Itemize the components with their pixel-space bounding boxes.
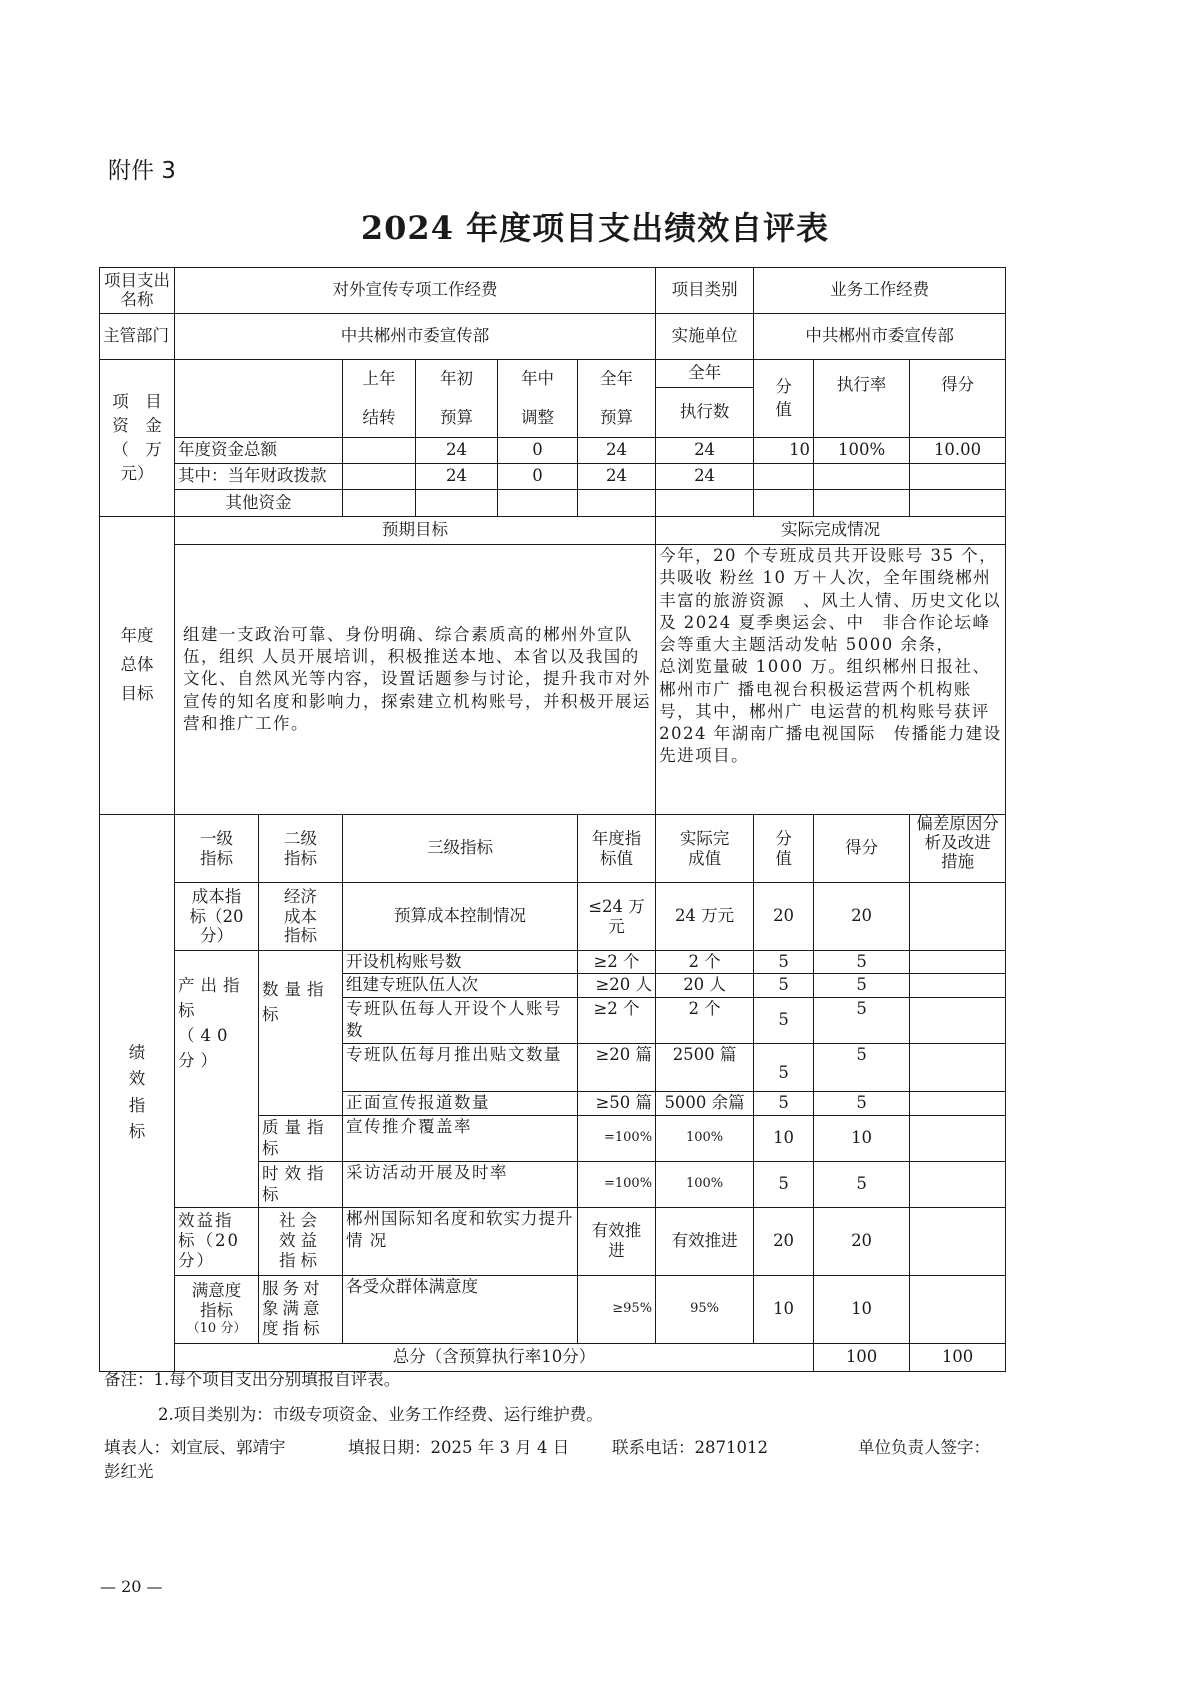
funds-cell bbox=[754, 464, 814, 490]
department-label: 主管部门 bbox=[100, 314, 175, 360]
funds-cell: 24 bbox=[416, 464, 498, 490]
quality-score-value: 10 bbox=[754, 1115, 814, 1161]
indicator-score: 5 bbox=[814, 1091, 910, 1115]
benefit-level2: 社会 效益 指标 bbox=[259, 1207, 343, 1275]
timeliness-score: 5 bbox=[814, 1161, 910, 1207]
page-number: — 20 — bbox=[100, 1577, 163, 1596]
indicator-target: ≥2 个 bbox=[578, 997, 656, 1043]
funds-cell: 24 bbox=[416, 438, 498, 464]
indicator-actual: 2 个 bbox=[656, 951, 754, 974]
implementing-unit-value: 中共郴州市委宣传部 bbox=[754, 314, 1006, 360]
header-initial-budget: 年初 预算 bbox=[416, 360, 498, 438]
timeliness-actual: 100% bbox=[656, 1161, 754, 1207]
indicator-row-benefit bbox=[100, 1207, 1006, 1275]
funds-cell bbox=[910, 490, 1006, 517]
indicator-target: ≥50 篇 bbox=[578, 1091, 656, 1115]
funds-row-label: 其他资金 bbox=[175, 490, 343, 517]
quality-deviation bbox=[910, 1115, 1006, 1161]
satisfaction-level2: 服务对 象满意 度指标 bbox=[259, 1275, 343, 1343]
funds-cell bbox=[343, 490, 416, 517]
funds-section-label: 项 目 资 金 （ 万 元） bbox=[100, 360, 175, 517]
project-name-label: 项目支出名称 bbox=[100, 268, 175, 314]
total-score-value: 100 bbox=[814, 1343, 910, 1371]
indicator-score-value: 5 bbox=[754, 1043, 814, 1091]
cost-level1: 成本指 标（20 分） bbox=[175, 883, 259, 951]
funds-cell bbox=[656, 490, 754, 517]
satisfaction-actual: 95% bbox=[656, 1275, 754, 1343]
header-carryover: 上年 结转 bbox=[343, 360, 416, 438]
funds-cell: 0 bbox=[498, 464, 578, 490]
header-score: 得分 bbox=[910, 360, 1006, 438]
header-level1: 一级 指标 bbox=[175, 815, 259, 883]
indicator-deviation bbox=[910, 1043, 1006, 1091]
indicator-score: 5 bbox=[814, 1043, 910, 1091]
project-name-value: 对外宣传专项工作经费 bbox=[175, 268, 656, 314]
indicator-deviation bbox=[910, 951, 1006, 974]
satisfaction-level1-sub: （10 分） bbox=[186, 1321, 247, 1337]
fill-date: 填报日期：2025 年 3 月 4 日 bbox=[348, 1438, 570, 1457]
funds-cell: 10.00 bbox=[910, 438, 1006, 464]
note-1: 备注：1.每个项目支出分别填报自评表。 bbox=[104, 1370, 401, 1389]
actual-completion-text: 今年，20 个专班成员共开设账号 35 个，共吸收 粉丝 10 万＋人次，全年围绕郴州丰富的旅游资源 、风土人情、历史文化以及 2024 夏季奥运会、中 非合作论坛峰会等重大主题活动发帖 5000 余条， 总浏览量破 1000 万。组织郴州日报社、郴州市广 播电视台积极运营两个机构账号，其中，郴州广 电运营的机构账号获评 2024 年湖南广播电视国际 传播能力建设先进项目。 bbox=[656, 545, 1006, 815]
funds-cell: 24 bbox=[578, 438, 656, 464]
self-evaluation-table bbox=[99, 267, 1006, 1372]
performance-section-label: 绩 效 指 标 bbox=[100, 815, 175, 1372]
funds-row bbox=[100, 464, 1006, 490]
header-perf-score: 得分 bbox=[814, 815, 910, 883]
header-midyear-adjustment: 年中 调整 bbox=[498, 360, 578, 438]
note-2: 2.项目类别为：市级专项资金、业务工作经费、运行维护费。 bbox=[158, 1405, 603, 1424]
funds-cell bbox=[416, 490, 498, 517]
satisfaction-target: ≥95% bbox=[578, 1275, 656, 1343]
satisfaction-level1 bbox=[175, 1275, 259, 1343]
funds-cell: 0 bbox=[498, 438, 578, 464]
funds-cell bbox=[814, 464, 910, 490]
indicator-score-value: 5 bbox=[754, 974, 814, 997]
quality-target: =100% bbox=[578, 1115, 656, 1161]
cost-target: ≤24 万 元 bbox=[578, 883, 656, 951]
total-label: 总分（含预算执行率10分） bbox=[175, 1343, 814, 1371]
header-perf-score-value: 分 值 bbox=[754, 815, 814, 883]
funds-cell: 24 bbox=[656, 438, 754, 464]
output-level1: 产出指 标（40 分） bbox=[175, 951, 259, 1208]
header-exec-top: 全年 bbox=[656, 360, 754, 388]
contact-phone: 联系电话：2871012 bbox=[612, 1438, 768, 1457]
funds-cell bbox=[910, 464, 1006, 490]
funds-cell bbox=[343, 438, 416, 464]
header-actual: 实际完 成值 bbox=[656, 815, 754, 883]
cost-score: 20 bbox=[814, 883, 910, 951]
goals-content-row bbox=[100, 545, 1006, 815]
quality-score: 10 bbox=[814, 1115, 910, 1161]
indicator-target: ≥2 个 bbox=[578, 951, 656, 974]
funds-cell: 24 bbox=[578, 464, 656, 490]
goals-header-row bbox=[100, 517, 1006, 545]
implementing-unit-label: 实施单位 bbox=[656, 314, 754, 360]
indicator-deviation bbox=[910, 1091, 1006, 1115]
header-level3: 三级指标 bbox=[343, 815, 578, 883]
signer-name: 彭红光 bbox=[104, 1462, 154, 1481]
satisfaction-deviation bbox=[910, 1275, 1006, 1343]
indicator-actual: 2 个 bbox=[656, 997, 754, 1043]
indicator-target: ≥20 篇 bbox=[578, 1043, 656, 1091]
department-row bbox=[100, 314, 1006, 360]
indicator-score-value: 5 bbox=[754, 1091, 814, 1115]
benefit-target: 有效推 进 bbox=[578, 1207, 656, 1275]
indicator-name: 开设机构账号数 bbox=[343, 951, 578, 974]
indicator-target: ≥20 人 bbox=[578, 974, 656, 997]
total-score: 100 bbox=[910, 1343, 1006, 1371]
performance-header-row bbox=[100, 815, 1006, 883]
satisfaction-score: 10 bbox=[814, 1275, 910, 1343]
cost-level2: 经济 成本 指标 bbox=[259, 883, 343, 951]
funds-row-label: 年度资金总额 bbox=[175, 438, 343, 464]
indicator-actual: 5000 余篇 bbox=[656, 1091, 754, 1115]
cost-deviation bbox=[910, 883, 1006, 951]
header-level2: 二级 指标 bbox=[259, 815, 343, 883]
indicator-row-cost bbox=[100, 883, 1006, 951]
funds-cell: 100% bbox=[814, 438, 910, 464]
timeliness-indicator: 采访活动开展及时率 bbox=[343, 1161, 578, 1207]
indicator-score: 5 bbox=[814, 951, 910, 974]
benefit-score-value: 20 bbox=[754, 1207, 814, 1275]
quality-actual: 100% bbox=[656, 1115, 754, 1161]
funds-header-row bbox=[100, 360, 1006, 388]
funds-row-label: 其中：当年财政拨款 bbox=[175, 464, 343, 490]
project-type-value: 业务工作经费 bbox=[754, 268, 1006, 314]
funds-row bbox=[100, 490, 1006, 517]
indicator-name: 专班队伍每月推出贴文数量 bbox=[343, 1043, 578, 1091]
benefit-deviation bbox=[910, 1207, 1006, 1275]
funds-cell: 24 bbox=[656, 464, 754, 490]
timeliness-score-value: 5 bbox=[754, 1161, 814, 1207]
indicator-name: 组建专班队伍人次 bbox=[343, 974, 578, 997]
benefit-level1: 效益指 标（20 分） bbox=[175, 1207, 259, 1275]
header-exec-bottom: 执行数 bbox=[656, 388, 754, 438]
cost-indicator: 预算成本控制情况 bbox=[343, 883, 578, 951]
expected-goal-header: 预期目标 bbox=[175, 517, 656, 545]
actual-completion-header: 实际完成情况 bbox=[656, 517, 1006, 545]
funds-cell bbox=[343, 464, 416, 490]
indicator-score: 5 bbox=[814, 997, 910, 1043]
indicator-name: 专班队伍每人开设个人账号数 bbox=[343, 997, 578, 1043]
project-type-label: 项目类别 bbox=[656, 268, 754, 314]
project-name-row bbox=[100, 268, 1006, 314]
header-score-value: 分 值 bbox=[754, 360, 814, 438]
indicator-deviation bbox=[910, 997, 1006, 1043]
quality-level2: 质量指 标 bbox=[259, 1115, 343, 1161]
benefit-indicator: 郴州国际知名度和软实力提升情 况 bbox=[343, 1207, 578, 1275]
indicator-score: 5 bbox=[814, 974, 910, 997]
indicator-score-value: 5 bbox=[754, 951, 814, 974]
indicator-name: 正面宣传报道数量 bbox=[343, 1091, 578, 1115]
funds-cell bbox=[578, 490, 656, 517]
timeliness-target: =100% bbox=[578, 1161, 656, 1207]
funds-cell bbox=[498, 490, 578, 517]
indicator-actual: 20 人 bbox=[656, 974, 754, 997]
filler-name: 填表人：刘宣辰、郭靖宇 bbox=[104, 1438, 286, 1457]
timeliness-deviation bbox=[910, 1161, 1006, 1207]
timeliness-level2: 时效指 标 bbox=[259, 1161, 343, 1207]
signer-label: 单位负责人签字： bbox=[858, 1438, 990, 1457]
indicator-row-satisfaction bbox=[100, 1275, 1006, 1343]
satisfaction-level1-main: 满意度 指标 bbox=[191, 1281, 242, 1321]
expected-goal-text: 组建一支政治可靠、身份明确、综合素质高的郴州外宣队伍，组织 人员开展培训，积极推送本地、本省以及我国的文化、自然风光等内容，设置话题参与讨论，提升我市对外宣传的知名度和影响力，探索建立机构账号，并积极开展运营和推广工作。 bbox=[175, 545, 656, 815]
indicator-deviation bbox=[910, 974, 1006, 997]
goals-section-label: 年度 总体 目标 bbox=[100, 517, 175, 815]
page-title: 2024 年度项目支出绩效自评表 bbox=[360, 209, 830, 247]
indicator-actual: 2500 篇 bbox=[656, 1043, 754, 1091]
header-exec-rate: 执行率 bbox=[814, 360, 910, 438]
indicator-score-value: 5 bbox=[754, 997, 814, 1043]
quantity-level2: 数量指 标 bbox=[259, 951, 343, 1116]
benefit-actual: 有效推进 bbox=[656, 1207, 754, 1275]
indicator-row bbox=[100, 951, 1006, 974]
funds-cell bbox=[814, 490, 910, 517]
benefit-score: 20 bbox=[814, 1207, 910, 1275]
satisfaction-score-value: 10 bbox=[754, 1275, 814, 1343]
funds-header-blank bbox=[175, 360, 343, 438]
attachment-label: 附件 3 bbox=[108, 158, 176, 184]
cost-actual: 24 万元 bbox=[656, 883, 754, 951]
funds-row bbox=[100, 438, 1006, 464]
quality-indicator: 宣传推介覆盖率 bbox=[343, 1115, 578, 1161]
header-full-year-budget: 全年 预算 bbox=[578, 360, 656, 438]
funds-cell bbox=[754, 490, 814, 517]
department-value: 中共郴州市委宣传部 bbox=[175, 314, 656, 360]
header-deviation: 偏差原因分 析及改进 措施 bbox=[910, 815, 1006, 883]
satisfaction-indicator: 各受众群体满意度 bbox=[343, 1275, 578, 1343]
header-target: 年度指 标值 bbox=[578, 815, 656, 883]
cost-score-value: 20 bbox=[754, 883, 814, 951]
funds-cell: 10 bbox=[754, 438, 814, 464]
